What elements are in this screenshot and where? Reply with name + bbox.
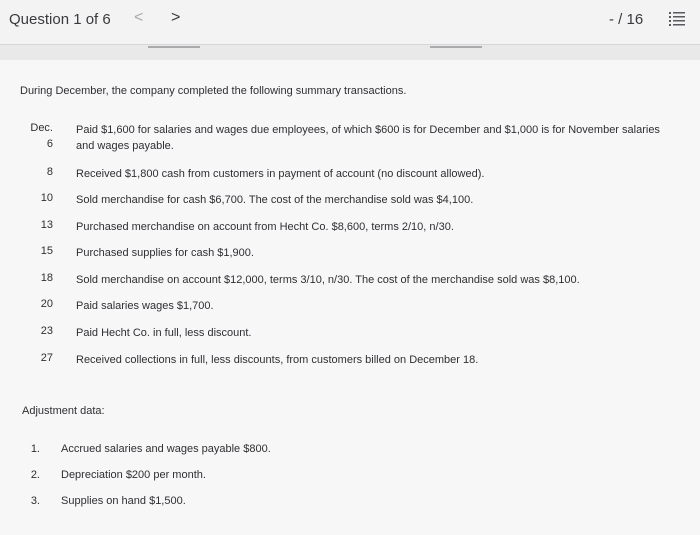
score-display: - / 16 xyxy=(609,11,644,28)
adjustment-text: Supplies on hand $1,500. xyxy=(61,495,186,507)
transaction-date: 13 xyxy=(40,219,53,231)
transaction-text: Paid salaries wages $1,700. xyxy=(76,300,214,312)
adjustment-number: 2. xyxy=(30,469,40,481)
adjustment-number: 1. xyxy=(30,443,40,455)
transaction-date: 18 xyxy=(40,272,53,284)
question-header xyxy=(0,0,700,45)
previous-question-button[interactable]: < xyxy=(134,9,144,26)
question-list-icon[interactable] xyxy=(668,10,686,28)
adjustment-heading: Adjustment data: xyxy=(22,405,105,417)
transaction-date: 27 xyxy=(40,352,53,364)
tab-indicator xyxy=(148,46,200,48)
transaction-text: Purchased merchandise on account from Hecht Co. $8,600, terms 2/10, n/30. xyxy=(76,221,454,233)
transaction-text: Received $1,800 cash from customers in payment of account (no discount allowed). xyxy=(76,168,485,180)
transaction-date: 8 xyxy=(46,166,53,178)
transaction-month: Dec. xyxy=(30,122,53,134)
transaction-date: 6 xyxy=(46,138,53,150)
adjustment-number: 3. xyxy=(30,495,40,507)
intro-text: During December, the company completed the following summary transactions. xyxy=(20,85,407,97)
adjustment-text: Depreciation $200 per month. xyxy=(61,469,206,481)
transaction-date: 15 xyxy=(40,245,53,257)
transaction-text: Paid Hecht Co. in full, less discount. xyxy=(76,327,252,339)
transaction-text: Purchased supplies for cash $1,900. xyxy=(76,247,254,259)
transaction-text: Paid $1,600 for salaries and wages due employees, of which $600 is for December and $1,000 is for November salaries and wages payable. xyxy=(76,124,660,152)
tab-indicator xyxy=(430,46,482,48)
transaction-date: 20 xyxy=(40,298,53,310)
transaction-date: 23 xyxy=(40,325,53,337)
transaction-date: 10 xyxy=(40,192,53,204)
adjustment-text: Accrued salaries and wages payable $800. xyxy=(61,443,271,455)
transaction-text: Sold merchandise for cash $6,700. The cost of the merchandise sold was $4,100. xyxy=(76,194,474,206)
question-content xyxy=(0,60,700,535)
question-counter: Question 1 of 6 xyxy=(9,11,111,28)
next-question-button[interactable]: > xyxy=(171,9,181,26)
transaction-text: Sold merchandise on account $12,000, terms 3/10, n/30. The cost of the merchandise sold was $8,100. xyxy=(76,274,580,286)
transaction-text: Received collections in full, less discounts, from customers billed on December 18. xyxy=(76,354,479,366)
